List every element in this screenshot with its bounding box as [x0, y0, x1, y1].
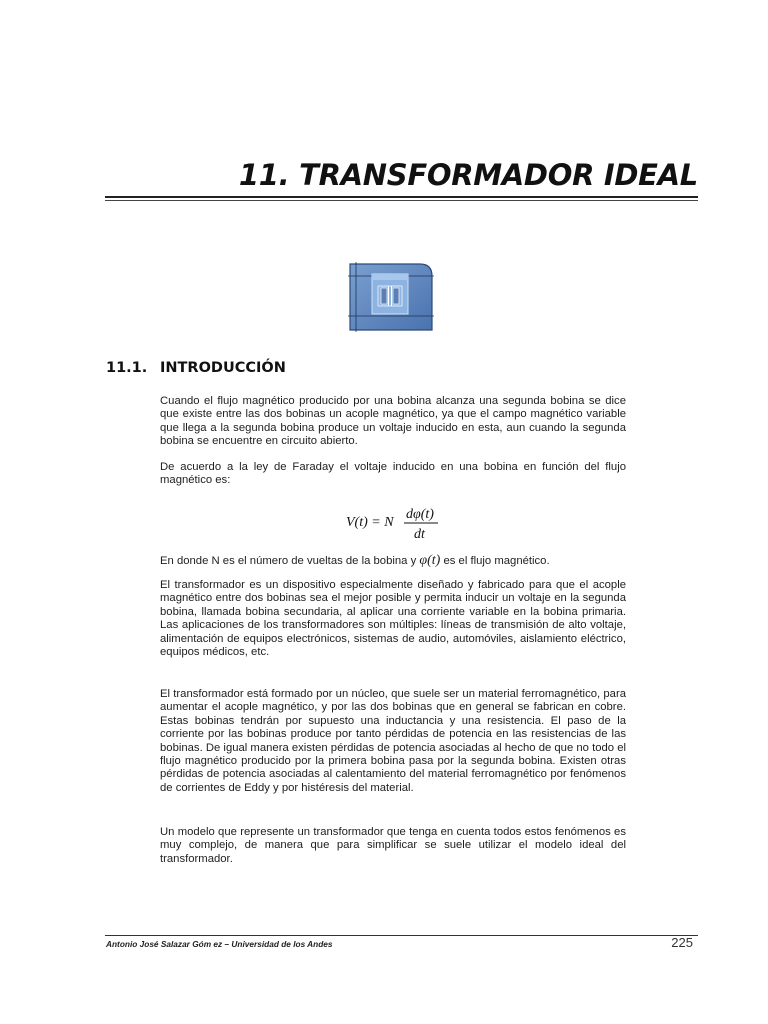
faraday-equation	[346, 503, 446, 548]
transformer-figure	[348, 262, 434, 332]
variable-text-before: En donde N es el número de vueltas de la bobina y	[160, 555, 420, 567]
variable-text-after: es el flujo magnético.	[440, 555, 550, 567]
equation-numerator: dφ(t)	[406, 507, 434, 522]
section-number: 11.1.	[106, 360, 148, 376]
paragraph-faraday: De acuerdo a la ley de Faraday el voltaje inducido en una bobina en función del flujo magnético es:	[160, 461, 626, 487]
flux-symbol: φ(t)	[419, 553, 441, 568]
equation-lhs: V(t) = N	[346, 515, 394, 530]
paragraph-transformer-structure: El transformador está formado por un núcleo, que suele ser un material ferromagnético, para aumentar el acople magnético, y por las dos bobinas que en general se fabrican en cobre. Estas bobinas tendrán por supuesto una inductancia y una resistencia. El paso de la corriente por las bobinas produce por tanto pérdidas de potencia en las resistencias de las bobinas. De igual manera existen pérdidas de potencia asociadas al hecho de que no todo el flujo magnético producido por la primera bobina pasa por la segunda bobina. Existen otras pérdidas de potencia asociadas al calentamiento del material ferromagnético por fenómenos de corrientes de Eddy y por histéresis del material.	[160, 688, 627, 794]
section-heading	[106, 360, 286, 376]
footer-divider	[105, 935, 698, 936]
transformer-icon	[348, 262, 434, 332]
page-number: 225	[671, 935, 693, 950]
title-divider	[105, 196, 698, 198]
paragraph-ideal-model: Un modelo que represente un transformador que tenga en cuenta todos estos fenómenos es muy complejo, de manera que para simplificar se suele utilizar el modelo ideal del transformador.	[160, 826, 626, 865]
title-divider-thin	[105, 200, 698, 201]
footer-author: Antonio José Salazar Góm ez – Universidad de los Andes	[106, 939, 333, 949]
paragraph-variable	[160, 554, 626, 568]
chapter-title: 11. TRANSFORMADOR IDEAL	[238, 158, 698, 192]
section-title: INTRODUCCIÓN	[160, 360, 286, 376]
equation-denominator: dt	[414, 527, 425, 542]
paragraph-transformer-definition: El transformador es un dispositivo especialmente diseñado y fabricado para que el acople magnético entre dos bobinas sea el mejor posible y permita inducir un voltaje en la segunda bobina, llamada bobina secundaria, al aplicar una corriente variable en la bobina primaria. Las aplicaciones de los transformadores son múltiples: líneas de transmisión de alto voltaje, alimentación de equipos electrónicos, sistemas de audio, automóviles, aislamiento eléctrico, equipos médicos, etc.	[160, 579, 626, 659]
paragraph-intro: Cuando el flujo magnético producido por una bobina alcanza una segunda bobina se dice que existe entre las dos bobinas un acople magnético, ya que el campo magnético variable que llega a la segunda bobina produce un voltaje inducido en esta, aun cuando la segunda bobina se encuentre en circuito abierto.	[160, 395, 626, 448]
